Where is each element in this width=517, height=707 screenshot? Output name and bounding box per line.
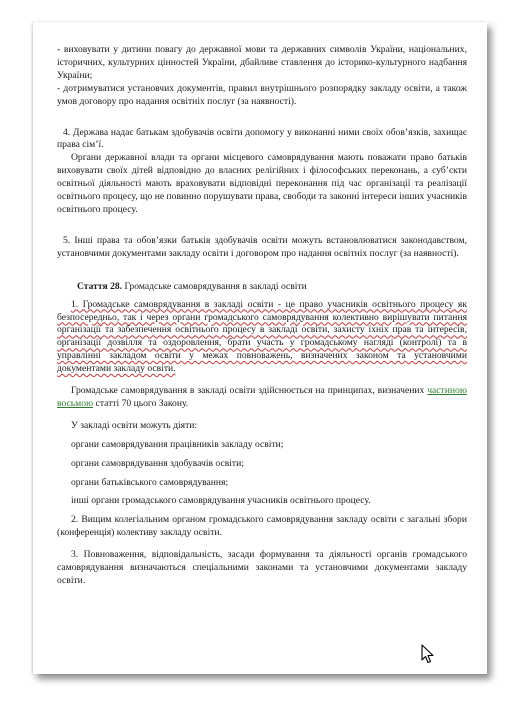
- list-item: органи батьківського самоврядування;: [71, 476, 229, 488]
- article-heading: [57, 281, 467, 294]
- paragraph-text: Громадське самоврядування в закладі освіти здійснюється на принципах, визначених: [71, 385, 425, 397]
- list-item: інші органи громадського самоврядування учасників освітнього процесу.: [71, 495, 371, 507]
- document-page: [33, 22, 487, 674]
- paragraph: - виховувати у дитини повагу до державної мови та державних символів України, національних, історичних, культурних цінностей України, дбайливе ставлення до історико-культурного надбання України;: [57, 44, 467, 81]
- paragraph: - дотримуватися установчих документів, правил внутрішнього розпорядку закладу освіти, а також умов договору про надання освітніх послуг (за наявності).: [57, 82, 467, 107]
- paragraph: Органи державної влади та органи місцевого самоврядування мають поважати право батьків виховувати своїх дітей відповідно до власних релігійних і філософських переконань, а суб’єкти освітньої діяльності мають враховувати відповідні переконання під час організації та реалізації освітнього процесу, що не повинно порушувати права, свободи та законні інтереси інших учасників освітнього процесу.: [57, 152, 467, 215]
- paragraph: У закладі освіти можуть діяти:: [71, 419, 198, 431]
- document-body: [57, 44, 467, 588]
- paragraph: 3. Повноваження, відповідальність, засади формування та діяльності органів громадського самоврядування визначаються спеціальними законами та установчими документами закладу освіти.: [57, 549, 467, 586]
- paragraph-text: статті 70 цього Закону.: [95, 397, 189, 409]
- list-item: органи самоврядування здобувачів освіти;: [71, 457, 244, 469]
- article-label: Стаття 28.: [77, 280, 123, 292]
- article-title: Громадське самоврядування в закладі освіти: [124, 280, 307, 292]
- law-reference-link[interactable]: частиною восьмою: [57, 385, 467, 409]
- paragraph: 5. Інші права та обов’язки батьків здобувачів освіти можуть встановлюватися законодавством, установчими документами закладу освіти і договором про надання освітніх послуг (за наявності).: [57, 234, 467, 259]
- paragraph: 2. Вищим колегіальним органом громадського самоврядування закладу освіти є загальні збори (конференція) колективу закладу освіти.: [57, 514, 467, 539]
- paragraph: 4. Держава надає батькам здобувачів освіти допомогу у виконанні ними своїх обов’язків, захищає права сім’ї.: [57, 126, 467, 151]
- paragraph: 1. Громадське самоврядування в закладі освіти - це право учасників освітнього процесу як безпосередньо, так і через органи громадського самоврядування колективно вирішувати питання організації та забезпечення освітнього процесу в закладі освіти, захисту їхніх прав та інтересів, організації дозвілля та оздоровлення, брати участь у громадському нагляді (контролі) та в управлінні закладом освіти у межах повноважень, визначених законом та установчими документами закладу освіти.: [57, 298, 467, 375]
- mouse-pointer-icon: [421, 644, 435, 664]
- paragraph: [57, 385, 467, 411]
- list-item: органи самоврядування працівників закладу освіти;: [71, 438, 284, 450]
